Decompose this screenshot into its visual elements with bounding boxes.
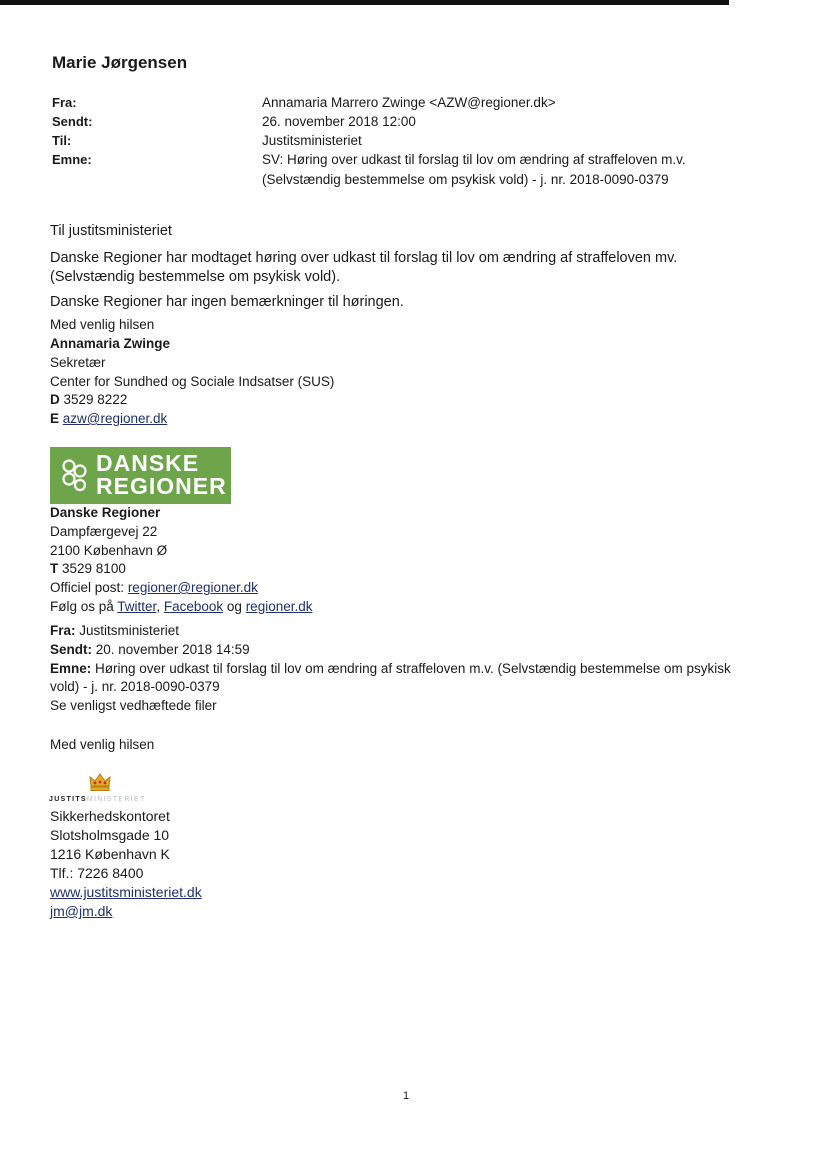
forwarded-from — [50, 623, 179, 638]
jm-email-link[interactable]: jm@jm.dk — [50, 903, 113, 919]
sent-value: 26. november 2018 12:00 — [262, 114, 416, 129]
signature-phone-prefix: D — [50, 392, 60, 407]
signature-email-prefix: E — [50, 411, 60, 426]
org-follow-og: og — [226, 599, 242, 614]
org-follow-label: Følg os på — [50, 599, 114, 614]
forwarded-sent-label: Sendt: — [50, 642, 92, 657]
regions-mark-icon — [60, 458, 92, 492]
org-post-label: Officiel post: — [50, 580, 125, 595]
forwarded-subject — [50, 661, 731, 676]
body-paragraph-1-line-1: Danske Regioner har modtaget høring over udkast til forslag til lov om ændring af straffeloven mv. — [50, 250, 678, 266]
jm-phone: Tlf.: 7226 8400 — [50, 865, 144, 881]
org-official-post — [50, 580, 258, 595]
signature-name: Annamaria Zwinge — [50, 336, 171, 351]
forwarded-closing: Med venlig hilsen — [50, 737, 155, 752]
jm-street: Slotsholmsgade 10 — [50, 827, 170, 843]
salutation: Til justitsministeriet — [50, 223, 172, 239]
org-name: Danske Regioner — [50, 505, 161, 520]
document-owner-name: Marie Jørgensen — [52, 53, 188, 72]
forwarded-subject-line-1: Høring over udkast til forslag til lov om ændring af straffeloven m.v. (Selvstændig bestemmelse om psykisk — [95, 661, 731, 676]
signature-phone-number: 3529 8222 — [63, 392, 128, 407]
sent-label: Sendt: — [52, 114, 93, 129]
jm-city: 1216 København K — [50, 846, 170, 862]
jm-website-link[interactable]: www.justitsministeriet.dk — [50, 884, 202, 900]
signature-email — [50, 411, 167, 426]
danske-regioner-logo — [50, 447, 231, 504]
signature-closing: Med venlig hilsen — [50, 317, 155, 332]
forwarded-from-value: Justitsministeriet — [79, 623, 180, 638]
signature-department: Center for Sundhed og Sociale Indsatser (SUS) — [50, 374, 335, 389]
facebook-link[interactable]: Facebook — [163, 599, 224, 614]
signature-title: Sekretær — [50, 355, 106, 370]
body-paragraph-2: Danske Regioner har ingen bemærkninger til høringen. — [50, 294, 404, 310]
forwarded-note: Se venligst vedhæftede filer — [50, 698, 217, 713]
subject-line-2: (Selvstændig bestemmelse om psykisk vold) - j. nr. 2018-0090-0379 — [262, 172, 669, 187]
website-link[interactable]: regioner.dk — [245, 599, 313, 614]
forwarded-from-label: Fra: — [50, 623, 76, 638]
org-post-email-link[interactable]: regioner@regioner.dk — [127, 580, 258, 595]
forwarded-sent-value: 20. november 2018 14:59 — [95, 642, 250, 657]
forwarded-subject-line-2: vold) - j. nr. 2018-0090-0379 — [50, 679, 220, 694]
org-phone-number: 3529 8100 — [62, 561, 126, 576]
jm-logo-word-dark: JUSTITS — [49, 796, 87, 803]
crown-icon — [88, 771, 112, 793]
signature-phone — [50, 392, 127, 407]
body-paragraph-1-line-2: (Selvstændig bestemmelse om psykisk vold). — [50, 269, 341, 285]
twitter-link[interactable]: Twitter — [117, 599, 157, 614]
justitsministeriet-logo-text — [49, 796, 146, 803]
header-rule — [0, 0, 729, 5]
org-city: 2100 København Ø — [50, 543, 168, 558]
org-follow: Følg os på Twitter, Facebook og regioner.dk — [50, 599, 313, 614]
logo-line-2: REGIONER — [96, 473, 227, 499]
to-label: Til: — [52, 133, 72, 148]
jm-office: Sikkerhedskontoret — [50, 808, 170, 824]
org-street: Dampfærgevej 22 — [50, 524, 158, 539]
org-phone-prefix: T — [50, 561, 59, 576]
from-label: Fra: — [52, 95, 77, 110]
page-number: 1 — [403, 1090, 410, 1102]
subject-line-1: SV: Høring over udkast til forslag til lov om ændring af straffeloven m.v. — [262, 152, 686, 167]
to-value: Justitsministeriet — [262, 133, 362, 148]
signature-email-link[interactable]: azw@regioner.dk — [62, 411, 168, 426]
forwarded-subject-label: Emne: — [50, 661, 92, 676]
forwarded-sent — [50, 642, 250, 657]
jm-logo-word-light: MINISTERIET — [86, 796, 146, 803]
from-value: Annamaria Marrero Zwinge <AZW@regioner.dk> — [262, 95, 556, 110]
logo-line-1: DANSKE — [96, 450, 200, 476]
org-phone — [50, 561, 126, 576]
subject-label: Emne: — [52, 152, 92, 167]
